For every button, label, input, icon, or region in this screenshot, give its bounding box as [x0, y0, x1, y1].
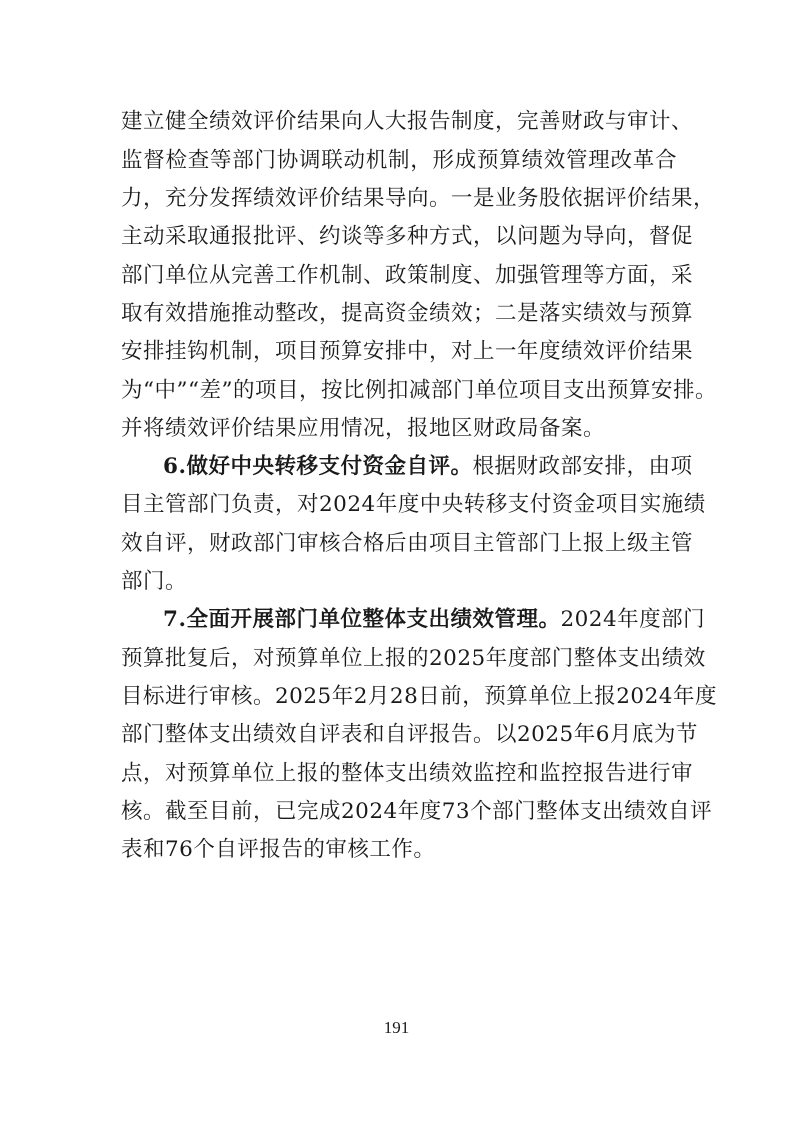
- paragraph-line: 表和76个自评报告的审核工作。: [121, 837, 436, 862]
- paragraph-line: 主动采取通报批评、约谈等多种方式，以问题为导向，督促: [121, 224, 694, 249]
- paragraph-line: 部门单位从完善工作机制、政策制度、加强管理等方面，采: [121, 263, 694, 288]
- section-7-first-line: [163, 605, 706, 635]
- paragraph-line: 并将绩效评价结果应用情况，报地区财政局备案。: [121, 416, 606, 441]
- paragraph-line: 部门。: [121, 569, 188, 594]
- paragraph-line: 核。截至目前，已完成2024年度73个部门整体支出绩效自评: [121, 799, 713, 824]
- paragraph-line: 效自评，财政部门审核合格后由项目主管部门上报上级主管: [121, 531, 694, 556]
- paragraph-line: 取有效措施推动整改，提高资金绩效；二是落实绩效与预算: [121, 301, 694, 326]
- page-number: 191: [383, 1018, 410, 1037]
- paragraph-line: 监督检查等部门协调联动机制，形成预算绩效管理改革合: [121, 148, 677, 173]
- section-7-heading: 7.全面开展部门单位整体支出绩效管理。: [163, 607, 561, 632]
- paragraph-line: 建立健全绩效评价结果向人大报告制度，完善财政与审计、: [121, 109, 694, 134]
- paragraph-line: 安排挂钩机制，项目预算安排中，对上一年度绩效评价结果: [121, 339, 694, 364]
- paragraph-line: 力，充分发挥绩效评价结果导向。一是业务股依据评价结果，: [121, 186, 716, 211]
- paragraph-line: 预算批复后，对预算单位上报的2025年度部门整体支出绩效: [121, 646, 706, 671]
- paragraph-line: 目主管部门负责，对2024年度中央转移支付资金项目实施绩: [121, 492, 706, 517]
- paragraph-line: 目标进行审核。2025年2月28日前，预算单位上报2024年度: [121, 684, 717, 709]
- paragraph-line: 部门整体支出绩效自评表和自评报告。以2025年6月底为节: [121, 722, 698, 747]
- section-6-first-line: [163, 452, 693, 482]
- paragraph-line: 点，对预算单位上报的整体支出绩效监控和监控报告进行审: [121, 761, 694, 786]
- paragraph-line: 为“中”“差”的项目，按比例扣减部门单位项目支出预算安排。: [121, 378, 717, 403]
- section-6-first-line-text: 根据财政部安排，由项: [472, 454, 693, 479]
- section-6-heading: 6.做好中央转移支付资金自评。: [163, 454, 473, 479]
- section-7-first-line-text: 2024年度部门: [560, 607, 706, 632]
